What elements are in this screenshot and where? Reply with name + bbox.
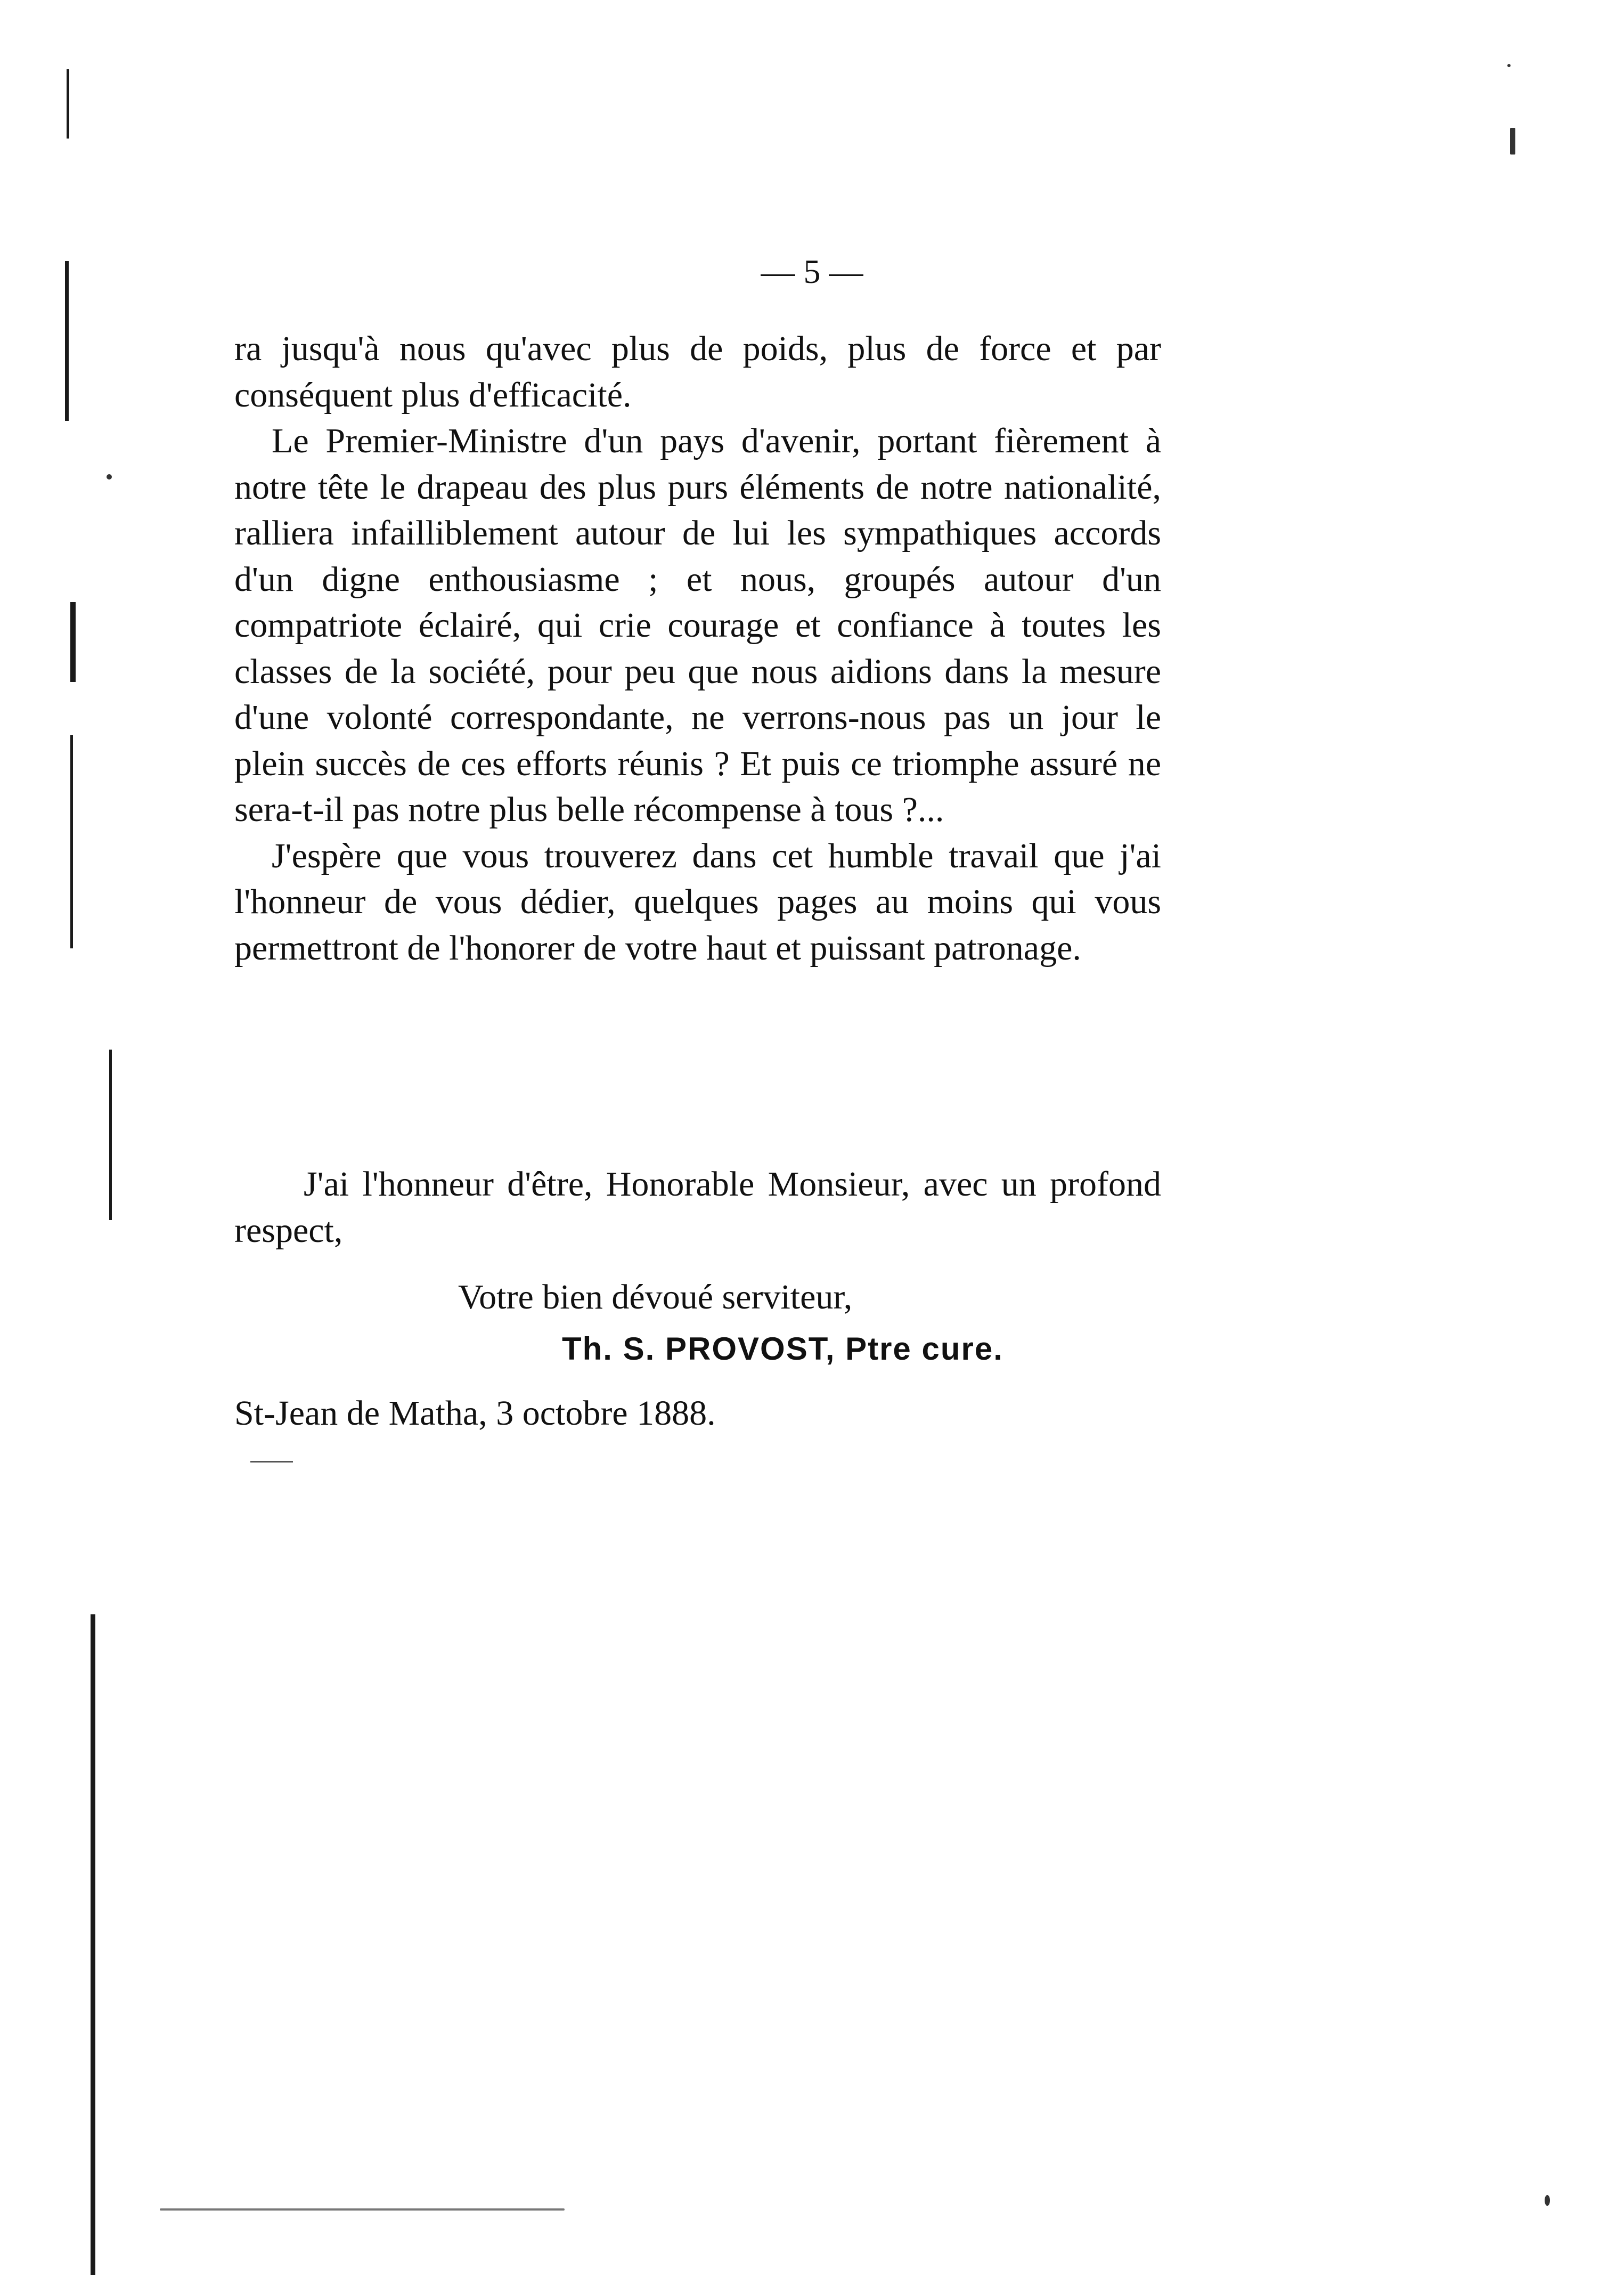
scan-speck bbox=[160, 2208, 565, 2211]
paragraph: J'espère que vous trouverez dans cet humble travail que j'ai l'honneur de vous dédier, quelques pages au moins qui vous permettront de l'honorer de votre haut et puissant patronage. bbox=[234, 836, 1161, 968]
page-number: — 5 — bbox=[761, 253, 863, 290]
scan-edge-mark bbox=[70, 602, 76, 682]
scan-edge-mark bbox=[91, 1614, 95, 2275]
scan-speck bbox=[1507, 64, 1511, 67]
scan-speck bbox=[107, 474, 112, 480]
divider bbox=[250, 1461, 293, 1463]
scan-speck bbox=[1510, 128, 1515, 155]
paragraph: Le Premier-Ministre d'un pays d'avenir, portant fièrement à notre tête le drapeau des plus purs éléments de notre nationalité, ralliera infailliblement autour de lui les sympathiques accords d'un digne enthousiasme ; et nous, groupés autour d'un compatriote éclairé, qui crie courage et confiance à toutes les classes de la société, pour peu que nous aidions dans la mesure d'une volonté correspondante, ne verrons-nous pas un jour le plein succès de ces efforts réunis ? Et puis ce triomphe assuré ne sera-t-il pas notre plus belle récompense à tous ?... bbox=[234, 421, 1161, 829]
body-text bbox=[234, 326, 1161, 971]
place-and-date: St-Jean de Matha, 3 octobre 1888. bbox=[234, 1394, 716, 1433]
scan-edge-mark bbox=[109, 1050, 112, 1220]
paragraph: ra jusqu'à nous qu'avec plus de poids, plus de force et par conséquent plus d'efficacité. bbox=[234, 329, 1161, 415]
valediction: Votre bien dévoué serviteur, bbox=[458, 1278, 853, 1317]
closing-formula: J'ai l'honneur d'être, Honorable Monsieur, avec un profond respect, bbox=[234, 1165, 1161, 1250]
scan-edge-mark bbox=[67, 69, 69, 139]
signature: Th. S. PROVOST, Ptre cure. bbox=[562, 1331, 1003, 1367]
scan-speck bbox=[1545, 2195, 1550, 2206]
scan-edge-mark bbox=[70, 735, 73, 948]
